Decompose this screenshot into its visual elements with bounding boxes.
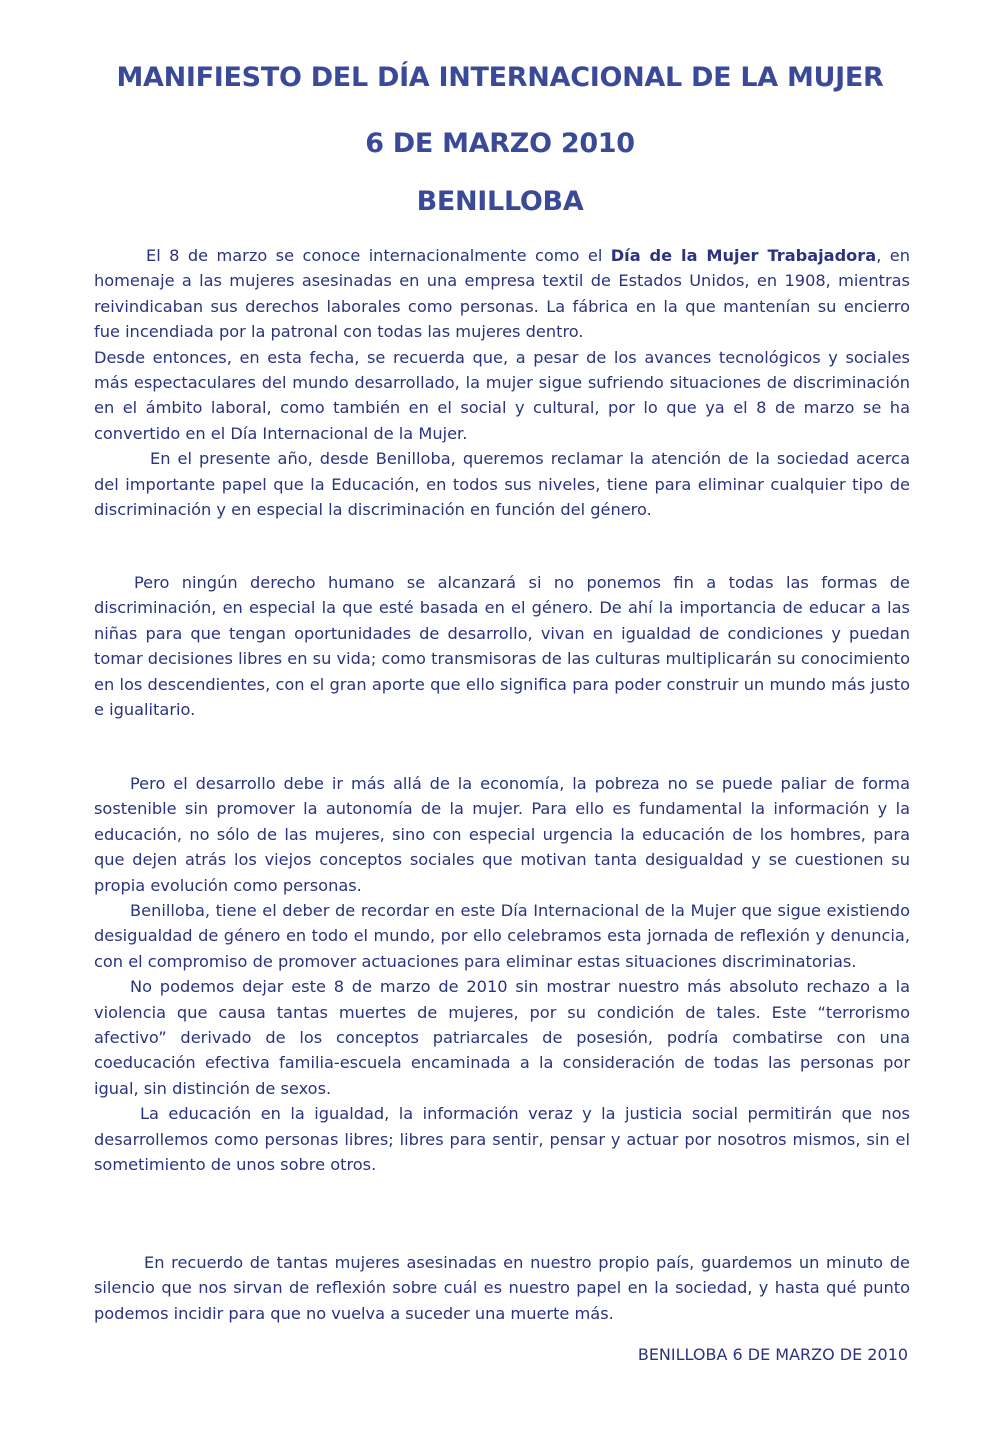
text-block-2 (94, 570, 910, 722)
paragraph-6: Benilloba, tiene el deber de recordar en este Día Internacional de la Mujer que sigue existiendo desigualdad de género en todo el mundo, por ello celebramos esta jornada de reflexión y denuncia, con el compromiso de promover actuaciones para eliminar estas situaciones discriminatorias. (94, 901, 910, 971)
paragraph-7: No podemos dejar este 8 de marzo de 2010 sin mostrar nuestro más absoluto rechazo a la violencia que causa tantas muertes de mujeres, por su condición de tales. Este “terrorismo afectivo” derivado de los conceptos patriarcales de posesión, podría combatirse con una coeducación efectiva familia-escuela encaminada a la consideración de todas las personas por igual, sin distinción de sexos. (94, 977, 910, 1098)
paragraph-8: La educación en la igualdad, la información veraz y la justicia social permitirán que nos desarrollemos como personas libres; libres para sentir, pensar y actuar por nosotros mismos, sin el sometimiento de unos sobre otros. (94, 1104, 910, 1175)
text-block-4 (94, 1250, 910, 1326)
paragraph-1 (94, 243, 910, 345)
title-line-2: 6 DE MARZO 2010 (365, 128, 635, 159)
paragraph-9: En recuerdo de tantas mujeres asesinadas en nuestro propio país, guardemos un minuto de silencio que nos sirvan de reflexión sobre cuál es nuestro papel en la sociedad, y hasta qué punto podemos incidir para que no vuelva a suceder una muerte más. (94, 1253, 910, 1323)
paragraph-5: Pero el desarrollo debe ir más allá de la economía, la pobreza no se puede paliar de forma sostenible sin promover la autonomía de la mujer. Para ello es fundamental la información y la educación, no sólo de las mujeres, sino con especial urgencia la educación de los hombres, para que dejen atrás los viejos conceptos sociales que motivan tanta desigualdad y se cuestionen su propia evolución como personas. (94, 774, 910, 895)
title-line-1: MANIFIESTO DEL DÍA INTERNACIONAL DE LA MUJER (116, 62, 884, 93)
signature-line: BENILLOBA 6 DE MARZO DE 2010 (637, 1345, 908, 1364)
text-block-1 (94, 243, 910, 522)
title-line-3: BENILLOBA (416, 186, 584, 217)
paragraph-1-start: El 8 de marzo se conoce internacionalmente como el (146, 246, 611, 265)
paragraph-3: En el presente año, desde Benilloba, queremos reclamar la atención de la sociedad acerca del importante papel que la Educación, en todos sus niveles, tiene para eliminar cualquier tipo de discriminación y en especial la discriminación en función del género. (94, 449, 910, 520)
paragraph-1-end: , en homenaje a las mujeres asesinadas en una empresa textil de Estados Unidos, en 1908, mientras reivindicaban sus derechos laborales como personas. La fábrica en la que mantenían su encierro fue incendiada por la patronal con todas las mujeres dentro. (94, 246, 910, 342)
paragraph-1-highlight: Día de la Mujer Trabajadora (610, 246, 877, 265)
paragraph-2: Desde entonces, en esta fecha, se recuerda que, a pesar de los avances tecnológicos y sociales más espectaculares del mundo desarrollado, la mujer sigue sufriendo situaciones de discriminación en el ámbito laboral, como también en el social y cultural, por lo que ya el 8 de marzo se ha convertido en el Día Internacional de la Mujer. (94, 347, 910, 443)
paragraph-4: Pero ningún derecho humano se alcanzará si no ponemos fin a todas las formas de discriminación, en especial la que esté basada en el género. De ahí la importancia de educar a las niñas para que tengan oportunidades de desarrollo, vivan en igualdad de condiciones y puedan tomar decisiones libres en su vida; como transmisoras de las culturas multiplicarán su conocimiento en los descendientes, con el gran aporte que ello significa para poder construir un mundo más justo e igualitario. (94, 573, 910, 720)
text-block-3 (94, 771, 910, 1178)
